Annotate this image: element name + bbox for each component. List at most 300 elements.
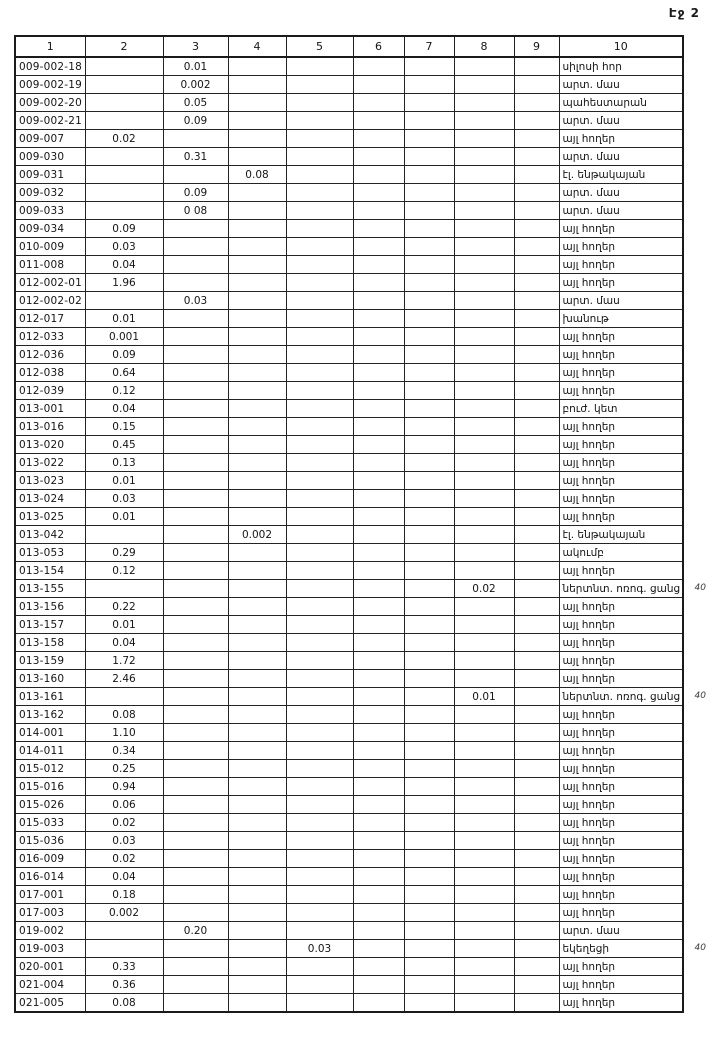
land-use-cell: այլ հողեր bbox=[559, 364, 683, 382]
area-value-cell bbox=[353, 922, 404, 940]
area-value-cell bbox=[353, 544, 404, 562]
area-value-cell: 0.03 bbox=[85, 238, 163, 256]
table-row bbox=[15, 130, 683, 148]
column-header: 3 bbox=[163, 36, 228, 57]
area-value-cell: 0.04 bbox=[85, 400, 163, 418]
table-row bbox=[15, 382, 683, 400]
area-value-cell bbox=[163, 616, 228, 634]
area-value-cell bbox=[286, 994, 353, 1013]
table-row bbox=[15, 742, 683, 760]
area-value-cell bbox=[228, 436, 286, 454]
table-row bbox=[15, 796, 683, 814]
parcel-code-cell: 013-001 bbox=[15, 400, 85, 418]
area-value-cell bbox=[228, 904, 286, 922]
area-value-cell bbox=[163, 976, 228, 994]
area-value-cell bbox=[163, 472, 228, 490]
area-value-cell bbox=[163, 886, 228, 904]
area-value-cell bbox=[353, 976, 404, 994]
area-value-cell bbox=[454, 184, 514, 202]
area-value-cell bbox=[514, 760, 559, 778]
area-value-cell bbox=[514, 994, 559, 1013]
table-row bbox=[15, 238, 683, 256]
area-value-cell bbox=[514, 670, 559, 688]
area-value-cell bbox=[514, 256, 559, 274]
area-value-cell: 0.45 bbox=[85, 436, 163, 454]
parcel-code-cell: 009-033 bbox=[15, 202, 85, 220]
table-row bbox=[15, 562, 683, 580]
area-value-cell bbox=[514, 238, 559, 256]
parcel-code-cell: 009-032 bbox=[15, 184, 85, 202]
area-value-cell bbox=[228, 616, 286, 634]
area-value-cell: 2.46 bbox=[85, 670, 163, 688]
land-use-cell: արտ. մաս bbox=[559, 112, 683, 130]
area-value-cell bbox=[163, 544, 228, 562]
parcel-code-cell: 013-023 bbox=[15, 472, 85, 490]
area-value-cell: 0.34 bbox=[85, 742, 163, 760]
table-row bbox=[15, 778, 683, 796]
parcel-code-cell: 015-012 bbox=[15, 760, 85, 778]
area-value-cell bbox=[454, 958, 514, 976]
area-value-cell bbox=[163, 652, 228, 670]
land-use-cell: այլ հողեր bbox=[559, 274, 683, 292]
area-value-cell bbox=[286, 652, 353, 670]
area-value-cell bbox=[228, 850, 286, 868]
area-value-cell bbox=[228, 562, 286, 580]
table-row bbox=[15, 76, 683, 94]
area-value-cell bbox=[286, 778, 353, 796]
area-value-cell bbox=[85, 94, 163, 112]
area-value-cell bbox=[228, 472, 286, 490]
parcel-code-cell: 017-001 bbox=[15, 886, 85, 904]
area-value-cell bbox=[454, 904, 514, 922]
area-value-cell: 0.09 bbox=[85, 220, 163, 238]
area-value-cell bbox=[286, 688, 353, 706]
parcel-code-cell: 019-002 bbox=[15, 922, 85, 940]
parcel-code-cell: 017-003 bbox=[15, 904, 85, 922]
area-value-cell bbox=[353, 436, 404, 454]
land-use-cell: արտ. մաս bbox=[559, 292, 683, 310]
area-value-cell bbox=[404, 220, 454, 238]
area-value-cell bbox=[353, 148, 404, 166]
area-value-cell bbox=[404, 436, 454, 454]
area-value-cell bbox=[514, 274, 559, 292]
area-value-cell bbox=[404, 724, 454, 742]
land-use-cell: այլ հողեր bbox=[559, 850, 683, 868]
area-value-cell bbox=[228, 220, 286, 238]
area-value-cell bbox=[228, 868, 286, 886]
land-use-cell: այլ հողեր bbox=[559, 256, 683, 274]
area-value-cell bbox=[514, 382, 559, 400]
land-use-cell: այլ հողեր bbox=[559, 472, 683, 490]
area-value-cell: 0.08 bbox=[85, 706, 163, 724]
table-row bbox=[15, 688, 683, 706]
land-use-cell: արտ. մաս bbox=[559, 148, 683, 166]
parcel-code-cell: 016-014 bbox=[15, 868, 85, 886]
area-value-cell bbox=[353, 904, 404, 922]
land-use-cell: այլ հողեր bbox=[559, 130, 683, 148]
area-value-cell bbox=[286, 364, 353, 382]
land-use-cell: այլ հողեր bbox=[559, 868, 683, 886]
table-row bbox=[15, 760, 683, 778]
area-value-cell bbox=[228, 454, 286, 472]
area-value-cell bbox=[514, 544, 559, 562]
land-use-cell: այլ հողեր bbox=[559, 778, 683, 796]
parcel-code-cell: 013-162 bbox=[15, 706, 85, 724]
area-value-cell: 0.02 bbox=[454, 580, 514, 598]
area-value-cell bbox=[454, 130, 514, 148]
area-value-cell bbox=[514, 706, 559, 724]
area-value-cell bbox=[163, 994, 228, 1013]
area-value-cell: 0.09 bbox=[85, 346, 163, 364]
land-use-cell: այլ հողեր bbox=[559, 760, 683, 778]
area-value-cell bbox=[454, 454, 514, 472]
area-value-cell bbox=[353, 490, 404, 508]
parcel-code-cell: 016-009 bbox=[15, 850, 85, 868]
area-value-cell bbox=[228, 688, 286, 706]
area-value-cell bbox=[163, 940, 228, 958]
area-value-cell bbox=[286, 706, 353, 724]
table-row bbox=[15, 400, 683, 418]
area-value-cell bbox=[163, 706, 228, 724]
table-row bbox=[15, 670, 683, 688]
table-header-row bbox=[15, 36, 683, 57]
table-row bbox=[15, 346, 683, 364]
land-use-cell: այլ հողեր bbox=[559, 796, 683, 814]
area-value-cell bbox=[85, 580, 163, 598]
area-value-cell bbox=[85, 688, 163, 706]
area-value-cell bbox=[404, 760, 454, 778]
column-header: 6 bbox=[353, 36, 404, 57]
land-use-cell: այլ հողեր bbox=[559, 832, 683, 850]
area-value-cell bbox=[163, 634, 228, 652]
area-value-cell bbox=[514, 616, 559, 634]
area-value-cell bbox=[286, 256, 353, 274]
area-value-cell bbox=[454, 526, 514, 544]
area-value-cell bbox=[286, 436, 353, 454]
area-value-cell bbox=[353, 292, 404, 310]
land-use-cell: այլ հողեր bbox=[559, 436, 683, 454]
area-value-cell bbox=[163, 598, 228, 616]
area-value-cell bbox=[454, 670, 514, 688]
area-value-cell bbox=[454, 76, 514, 94]
area-value-cell bbox=[85, 148, 163, 166]
area-value-cell bbox=[454, 724, 514, 742]
area-value-cell bbox=[286, 274, 353, 292]
area-value-cell bbox=[286, 57, 353, 76]
area-value-cell bbox=[514, 958, 559, 976]
area-value-cell bbox=[163, 130, 228, 148]
parcel-code-cell: 009-031 bbox=[15, 166, 85, 184]
area-value-cell bbox=[404, 454, 454, 472]
area-value-cell bbox=[163, 400, 228, 418]
area-value-cell bbox=[514, 220, 559, 238]
area-value-cell bbox=[454, 382, 514, 400]
column-header: 10 bbox=[559, 36, 683, 57]
area-value-cell bbox=[514, 580, 559, 598]
area-value-cell bbox=[404, 652, 454, 670]
area-value-cell bbox=[286, 814, 353, 832]
area-value-cell bbox=[404, 202, 454, 220]
area-value-cell: 0.02 bbox=[85, 814, 163, 832]
area-value-cell bbox=[404, 274, 454, 292]
area-value-cell bbox=[228, 598, 286, 616]
area-value-cell bbox=[163, 490, 228, 508]
area-value-cell bbox=[353, 580, 404, 598]
area-value-cell bbox=[353, 130, 404, 148]
area-value-cell bbox=[163, 742, 228, 760]
land-use-cell: այլ հողեր bbox=[559, 814, 683, 832]
area-value-cell bbox=[454, 940, 514, 958]
area-value-cell bbox=[286, 958, 353, 976]
area-value-cell bbox=[228, 976, 286, 994]
area-value-cell bbox=[454, 112, 514, 130]
table-row bbox=[15, 814, 683, 832]
area-value-cell bbox=[85, 166, 163, 184]
parcel-code-cell: 012-039 bbox=[15, 382, 85, 400]
area-value-cell bbox=[514, 112, 559, 130]
land-use-cell: այլ հողեր bbox=[559, 994, 683, 1013]
area-value-cell bbox=[85, 112, 163, 130]
column-header: 8 bbox=[454, 36, 514, 57]
area-value-cell bbox=[163, 760, 228, 778]
area-value-cell bbox=[163, 526, 228, 544]
area-value-cell bbox=[404, 76, 454, 94]
area-value-cell bbox=[228, 76, 286, 94]
area-value-cell bbox=[514, 850, 559, 868]
area-value-cell bbox=[514, 400, 559, 418]
area-value-cell: 0.03 bbox=[85, 832, 163, 850]
area-value-cell bbox=[286, 670, 353, 688]
area-value-cell bbox=[286, 922, 353, 940]
parcel-code-cell: 012-036 bbox=[15, 346, 85, 364]
area-value-cell bbox=[454, 274, 514, 292]
area-value-cell bbox=[286, 454, 353, 472]
parcel-code-cell: 012-002-01 bbox=[15, 274, 85, 292]
land-use-cell: էլ. ենթակայան bbox=[559, 166, 683, 184]
area-value-cell: 0.31 bbox=[163, 148, 228, 166]
area-value-cell bbox=[454, 57, 514, 76]
area-value-cell bbox=[353, 778, 404, 796]
area-value-cell bbox=[163, 436, 228, 454]
land-use-cell: այլ հողեր bbox=[559, 958, 683, 976]
handwritten-margin-note: 40 bbox=[694, 583, 706, 593]
table-row bbox=[15, 994, 683, 1013]
parcel-code-cell: 013-020 bbox=[15, 436, 85, 454]
area-value-cell: 0.002 bbox=[85, 904, 163, 922]
area-value-cell bbox=[228, 634, 286, 652]
area-value-cell bbox=[163, 328, 228, 346]
area-value-cell bbox=[454, 328, 514, 346]
table-row bbox=[15, 652, 683, 670]
area-value-cell bbox=[286, 634, 353, 652]
area-value-cell bbox=[228, 400, 286, 418]
area-value-cell bbox=[454, 796, 514, 814]
area-value-cell bbox=[85, 940, 163, 958]
area-value-cell bbox=[353, 166, 404, 184]
area-value-cell bbox=[286, 850, 353, 868]
area-value-cell bbox=[514, 418, 559, 436]
area-value-cell bbox=[514, 778, 559, 796]
area-value-cell bbox=[286, 94, 353, 112]
parcel-code-cell: 015-036 bbox=[15, 832, 85, 850]
land-use-cell: այլ հողեր bbox=[559, 328, 683, 346]
area-value-cell bbox=[514, 310, 559, 328]
land-use-cell: այլ հողեր bbox=[559, 724, 683, 742]
area-value-cell bbox=[228, 832, 286, 850]
area-value-cell bbox=[286, 490, 353, 508]
area-value-cell bbox=[228, 310, 286, 328]
area-value-cell bbox=[228, 940, 286, 958]
area-value-cell bbox=[353, 310, 404, 328]
area-value-cell bbox=[514, 796, 559, 814]
area-value-cell: 0.20 bbox=[163, 922, 228, 940]
table-row bbox=[15, 634, 683, 652]
table-row bbox=[15, 886, 683, 904]
area-value-cell bbox=[514, 148, 559, 166]
area-value-cell bbox=[404, 670, 454, 688]
area-value-cell bbox=[404, 886, 454, 904]
area-value-cell bbox=[514, 598, 559, 616]
area-value-cell bbox=[353, 57, 404, 76]
area-value-cell: 0.94 bbox=[85, 778, 163, 796]
area-value-cell bbox=[514, 922, 559, 940]
area-value-cell bbox=[404, 976, 454, 994]
area-value-cell bbox=[163, 832, 228, 850]
area-value-cell bbox=[163, 256, 228, 274]
area-value-cell bbox=[353, 400, 404, 418]
area-value-cell bbox=[514, 472, 559, 490]
land-use-cell: այլ հողեր bbox=[559, 382, 683, 400]
area-value-cell bbox=[404, 868, 454, 886]
area-value-cell bbox=[514, 886, 559, 904]
area-value-cell bbox=[514, 490, 559, 508]
land-use-cell: այլ հողեր bbox=[559, 706, 683, 724]
area-value-cell bbox=[514, 76, 559, 94]
parcel-code-cell: 014-011 bbox=[15, 742, 85, 760]
area-value-cell bbox=[228, 418, 286, 436]
area-value-cell bbox=[286, 238, 353, 256]
table-row bbox=[15, 490, 683, 508]
table-row bbox=[15, 976, 683, 994]
table-row bbox=[15, 472, 683, 490]
area-value-cell bbox=[404, 508, 454, 526]
parcel-code-cell: 012-017 bbox=[15, 310, 85, 328]
area-value-cell bbox=[228, 796, 286, 814]
area-value-cell bbox=[404, 778, 454, 796]
parcel-code-cell: 015-026 bbox=[15, 796, 85, 814]
area-value-cell bbox=[286, 346, 353, 364]
area-value-cell bbox=[163, 220, 228, 238]
area-value-cell bbox=[286, 130, 353, 148]
area-value-cell bbox=[454, 238, 514, 256]
table-row bbox=[15, 166, 683, 184]
land-use-cell: բուժ. կետ bbox=[559, 400, 683, 418]
area-value-cell bbox=[514, 436, 559, 454]
land-use-cell: արտ. մաս bbox=[559, 184, 683, 202]
area-value-cell bbox=[228, 760, 286, 778]
table-row bbox=[15, 328, 683, 346]
area-value-cell bbox=[228, 814, 286, 832]
parcel-code-cell: 013-042 bbox=[15, 526, 85, 544]
area-value-cell bbox=[228, 544, 286, 562]
land-use-cell: ներտնտ. ոռոգ. ցանց 40 bbox=[559, 688, 683, 706]
area-value-cell bbox=[228, 706, 286, 724]
land-use-cell: այլ հողեր bbox=[559, 598, 683, 616]
area-value-cell bbox=[286, 724, 353, 742]
area-value-cell bbox=[514, 292, 559, 310]
area-value-cell bbox=[286, 310, 353, 328]
column-header: 4 bbox=[228, 36, 286, 57]
area-value-cell bbox=[353, 886, 404, 904]
area-value-cell bbox=[454, 742, 514, 760]
area-value-cell bbox=[454, 850, 514, 868]
area-value-cell bbox=[228, 778, 286, 796]
area-value-cell bbox=[514, 724, 559, 742]
area-value-cell bbox=[286, 508, 353, 526]
land-use-cell: սիլոսի հոր bbox=[559, 57, 683, 76]
area-value-cell: 0.01 bbox=[85, 508, 163, 526]
table-row bbox=[15, 868, 683, 886]
area-value-cell bbox=[404, 562, 454, 580]
area-value-cell bbox=[286, 184, 353, 202]
area-value-cell bbox=[228, 508, 286, 526]
table-row bbox=[15, 940, 683, 958]
area-value-cell bbox=[353, 958, 404, 976]
area-value-cell bbox=[404, 706, 454, 724]
area-value-cell: 0.06 bbox=[85, 796, 163, 814]
land-use-cell: այլ հողեր bbox=[559, 238, 683, 256]
area-value-cell bbox=[286, 886, 353, 904]
land-use-cell: պահեստարան bbox=[559, 94, 683, 112]
area-value-cell bbox=[286, 76, 353, 94]
area-value-cell: 0.09 bbox=[163, 112, 228, 130]
area-value-cell bbox=[286, 526, 353, 544]
area-value-cell bbox=[404, 994, 454, 1013]
land-use-cell: խանութ bbox=[559, 310, 683, 328]
area-value-cell bbox=[163, 580, 228, 598]
area-value-cell: 0.09 bbox=[163, 184, 228, 202]
area-value-cell bbox=[228, 742, 286, 760]
parcel-code-cell: 013-016 bbox=[15, 418, 85, 436]
area-value-cell bbox=[454, 202, 514, 220]
area-value-cell bbox=[286, 616, 353, 634]
area-value-cell bbox=[353, 418, 404, 436]
area-value-cell bbox=[404, 57, 454, 76]
area-value-cell bbox=[454, 598, 514, 616]
area-value-cell bbox=[163, 382, 228, 400]
area-value-cell bbox=[514, 328, 559, 346]
area-value-cell bbox=[353, 238, 404, 256]
area-value-cell bbox=[353, 220, 404, 238]
area-value-cell bbox=[514, 166, 559, 184]
area-value-cell: 0.01 bbox=[454, 688, 514, 706]
area-value-cell bbox=[286, 796, 353, 814]
area-value-cell bbox=[454, 886, 514, 904]
area-value-cell: 0.001 bbox=[85, 328, 163, 346]
area-value-cell: 0.25 bbox=[85, 760, 163, 778]
area-value-cell bbox=[454, 490, 514, 508]
area-value-cell bbox=[163, 850, 228, 868]
column-header: 5 bbox=[286, 36, 353, 57]
area-value-cell bbox=[404, 688, 454, 706]
area-value-cell bbox=[228, 994, 286, 1013]
area-value-cell bbox=[228, 94, 286, 112]
area-value-cell bbox=[404, 130, 454, 148]
area-value-cell bbox=[404, 364, 454, 382]
area-value-cell: 0.29 bbox=[85, 544, 163, 562]
area-value-cell bbox=[454, 544, 514, 562]
area-value-cell bbox=[514, 526, 559, 544]
